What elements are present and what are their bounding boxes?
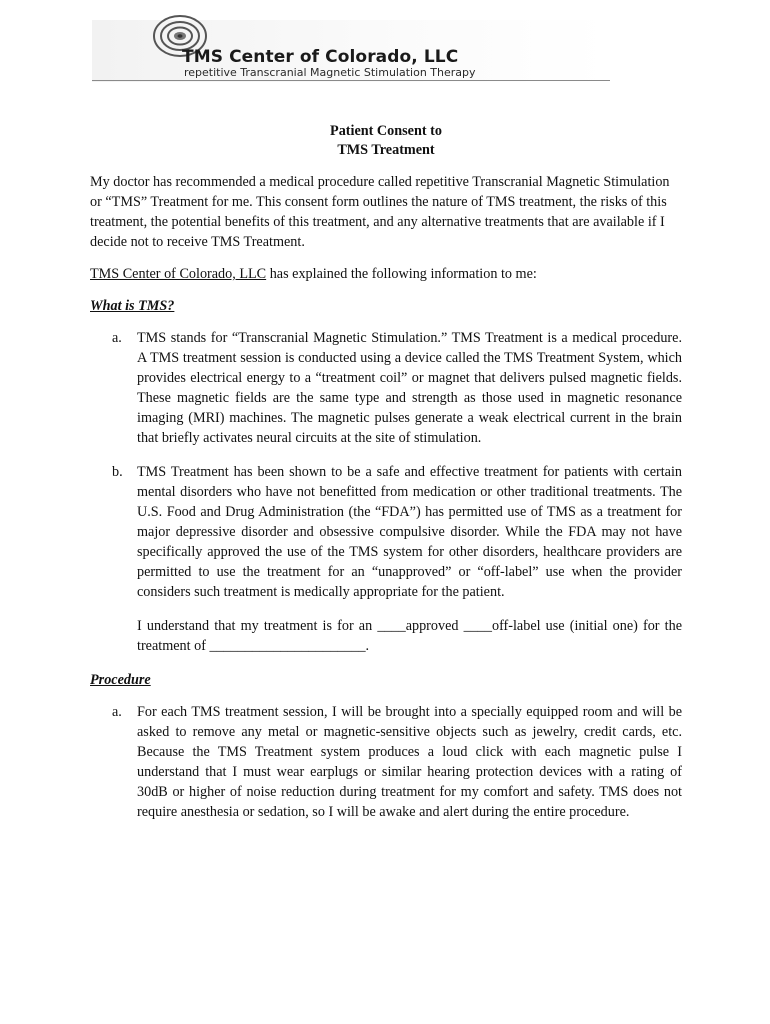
section-heading-procedure: Procedure (90, 672, 151, 688)
list-item (90, 328, 682, 448)
explained-paragraph (90, 264, 682, 284)
list-marker: a. (112, 330, 122, 346)
title-line-1: Patient Consent to (330, 123, 442, 139)
document-title (90, 122, 682, 160)
letterhead-divider (92, 80, 610, 81)
explained-text: has explained the following information to me: (266, 266, 537, 282)
title-line-2: TMS Treatment (337, 142, 435, 158)
list-item-body (137, 462, 682, 656)
document-body (90, 122, 682, 836)
list-marker: b. (112, 464, 123, 480)
use-type-initial-field[interactable]: I understand that my treatment is for an ____approved ____off-label use (initial one) for the treatment of ______________________. (137, 618, 682, 654)
company-name: TMS Center of Colorado, LLC (182, 47, 459, 67)
section-heading-what-is-tms: What is TMS? (90, 298, 175, 314)
list-marker: a. (112, 704, 122, 720)
list-item (90, 462, 682, 656)
provider-name: TMS Center of Colorado, LLC (90, 266, 267, 282)
list-item (90, 702, 682, 822)
intro-paragraph: My doctor has recommended a medical procedure called repetitive Transcranial Magnetic Stimulation or “TMS” Treatment for me. This consent form outlines the nature of TMS treatment, the risks of this treatment, the potential benefits of this treatment, and any alternative treatments that are available if I decide not to receive TMS Treatment. (90, 174, 670, 250)
company-tagline: repetitive Transcranial Magnetic Stimulation Therapy (184, 66, 476, 79)
list-item-text: For each TMS treatment session, I will be brought into a specially equipped room and will be asked to remove any metal or magnetic-sensitive objects such as jewelry, credit cards, etc. Because the TMS Treatment system produces a loud click with each magnetic pulse I understand that I must wear earplugs or similar hearing protection devices with a rating of 30dB or higher of noise reduction during treatment for my comfort and safety. TMS does not require anesthesia or sedation, so I will be awake and alert during the entire procedure. (137, 704, 682, 820)
list-item-text: TMS Treatment has been shown to be a safe and effective treatment for patients with certain mental disorders who have not benefitted from medication or other traditional treatments. The U.S. Food and Drug Administration (the “FDA”) has permitted use of TMS as a treatment for major depressive disorder and obsessive compulsive disorder. While the FDA may not have specifically approved the use of the TMS system for other disorders, healthcare providers are permitted to use the treatment for an “unapproved” or “off-label” use when the provider considers such treatment is medically appropriate for the patient. (137, 464, 682, 600)
list-item-text: TMS stands for “Transcranial Magnetic Stimulation.” TMS Treatment is a medical procedure. A TMS treatment session is conducted using a device called the TMS Treatment System, which provides electrical energy to a “treatment coil” or magnet that delivers pulsed magnetic fields. These magnetic fields are the same type and strength as those used in magnetic resonance imaging (MRI) machines. The magnetic pulses generate a weak electrical current in the brain that briefly activates neural circuits at the site of stimulation. (137, 330, 682, 446)
